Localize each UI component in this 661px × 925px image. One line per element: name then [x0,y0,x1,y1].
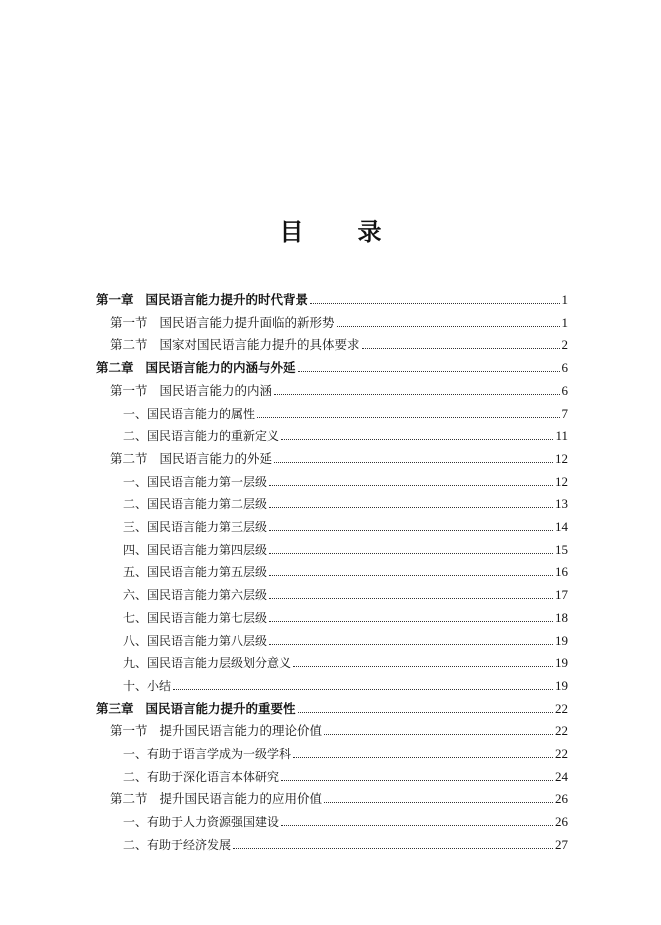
toc-entry-label [96,702,296,716]
toc-entry-text: 国民语言能力的内涵与外延 [145,360,296,376]
toc-entry-chapter[interactable] [96,287,568,307]
toc-entry-section[interactable] [110,786,568,806]
toc-entry-item[interactable] [123,650,568,670]
toc-entry-text: 提升国民语言能力的理论价值 [159,723,323,739]
toc-entry-label [123,429,279,443]
toc-leader-dots [269,553,553,554]
toc-entry-text: 八、国民语言能力第八层级 [123,633,268,648]
toc-entry-item[interactable] [123,832,568,852]
toc-entry-text: 提升国民语言能力的应用价值 [159,791,323,807]
toc-entry-label [110,452,272,466]
toc-entry-section[interactable] [110,378,568,398]
toc-leader-dots [173,689,553,690]
title-char-mu: 目 [279,217,304,246]
toc-entry-label [123,770,279,784]
toc-page-number: 16 [555,564,568,580]
toc-leader-dots [269,644,553,645]
toc-page-number: 22 [555,723,568,739]
toc-page-number: 1 [561,292,568,307]
toc-entry-label [123,565,267,579]
toc-entry-number: 第二章 [96,360,134,376]
toc-entry-number: 第二节 [110,337,148,353]
toc-entry-label [123,815,279,829]
toc-page-number: 22 [555,746,568,761]
toc-entry-label [123,497,267,511]
toc-entry-item[interactable] [123,491,568,511]
toc-leader-dots [233,848,553,849]
toc-entry-label [123,838,231,852]
toc-entry-section[interactable] [110,310,568,330]
toc-entry-number: 第一章 [96,292,134,307]
toc-page-number: 24 [555,768,568,784]
toc-entry-text: 一、国民语言能力第一层级 [123,474,268,489]
toc-page-number: 27 [555,836,568,852]
toc-leader-dots [274,394,559,395]
toc-entry-label [123,679,171,693]
toc-entry-item[interactable] [123,764,568,784]
toc-page-number: 1 [561,314,568,330]
toc-entry-item[interactable] [123,537,568,557]
toc-leader-dots [269,485,553,486]
toc-entry-section[interactable] [110,718,568,738]
toc-entry-item[interactable] [123,423,568,443]
toc-entry-chapter[interactable] [96,696,568,716]
toc-page-number: 2 [561,337,568,353]
toc-entry-section[interactable] [110,446,568,466]
toc-entry-item[interactable] [123,628,568,648]
toc-leader-dots [274,462,553,463]
toc-leader-dots [269,530,553,531]
toc-leader-dots [281,780,553,781]
toc-entry-text: 国民语言能力的外延 [159,450,273,466]
toc-entry-text: 一、有助于人力资源强国建设 [123,815,280,830]
toc-entry-label [110,338,360,352]
toc-leader-dots [362,348,560,349]
toc-leader-dots [293,666,553,667]
toc-entry-number: 第三章 [96,700,134,716]
toc-entry-item[interactable] [123,741,568,761]
toc-entry-label [110,792,322,806]
toc-entry-text: 七、国民语言能力第七层级 [123,610,268,625]
toc-entry-item[interactable] [123,469,568,489]
toc-entry-label [96,361,296,375]
toc-entry-item[interactable] [123,401,568,421]
toc-entry-number: 第一节 [110,382,148,398]
toc-page-number: 6 [561,382,568,398]
toc-entry-text: 国民语言能力提升面临的新形势 [159,314,335,330]
toc-leader-dots [281,439,553,440]
toc-entry-label [123,475,267,489]
toc-leader-dots [310,303,559,304]
toc-entry-chapter[interactable] [96,355,568,375]
toc-entry-label [123,656,291,670]
toc-page-number: 17 [555,587,568,603]
toc-entry-text: 国家对国民语言能力提升的具体要求 [159,337,360,353]
toc-entry-text: 六、国民语言能力第六层级 [123,588,268,603]
toc-leader-dots [269,621,553,622]
toc-entry-label [123,520,267,534]
toc-entry-label [123,634,267,648]
title-char-lu: 录 [357,217,382,246]
toc-page-number: 19 [555,677,568,693]
toc-entry-number: 第一节 [110,314,148,330]
toc-entry-label [123,611,267,625]
toc-leader-dots [269,575,553,576]
toc-entry-item[interactable] [123,673,568,693]
toc-entry-label [123,543,267,557]
toc-entry-item[interactable] [123,605,568,625]
toc-entry-text: 二、国民语言能力的重新定义 [123,429,280,444]
toc-entry-number: 第二节 [110,450,148,466]
toc-entry-label [123,588,267,602]
toc-page-number: 14 [555,519,568,534]
toc-entry-item[interactable] [123,582,568,602]
toc-entry-text: 五、国民语言能力第五层级 [123,565,268,580]
toc-leader-dots [281,825,553,826]
toc-entry-text: 一、国民语言能力的属性 [123,406,256,421]
toc-entry-text: 三、国民语言能力第三层级 [123,520,268,534]
toc-leader-dots [269,598,553,599]
toc-page-number: 26 [555,791,568,807]
toc-entry-text: 二、国民语言能力第二层级 [123,497,268,512]
toc-entry-item[interactable] [123,514,568,534]
toc-entry-text: 国民语言能力提升的重要性 [145,700,296,716]
page-title [0,212,661,247]
toc-page-number: 26 [555,814,568,830]
toc-entry-item[interactable] [123,559,568,579]
toc-entry-text: 四、国民语言能力第四层级 [123,542,268,557]
toc-entry-text: 九、国民语言能力层级划分意义 [123,656,292,671]
toc-entry-text: 国民语言能力的内涵 [159,382,273,398]
toc-entry-number: 第二节 [110,791,148,807]
toc-page-number: 19 [555,655,568,671]
toc-page-number: 12 [555,473,568,489]
toc-entry-text: 一、有助于语言学成为一级学科 [123,747,292,761]
toc-page-number: 13 [555,496,568,512]
toc-entry-text: 十、小结 [123,678,172,693]
toc-entry-label [123,407,255,421]
toc-page-number: 22 [555,700,568,716]
toc-leader-dots [337,326,560,327]
toc-leader-dots [298,371,560,372]
toc-entry-label [96,293,308,307]
toc-entry-text: 二、有助于深化语言本体研究 [123,769,280,784]
toc-page-number: 12 [555,450,568,466]
toc-entry-number: 第一节 [110,723,148,739]
toc-leader-dots [293,757,553,758]
toc-page-number: 6 [561,360,568,376]
toc-entry-label [110,384,272,398]
toc-page-number: 19 [555,632,568,648]
toc-page-number: 11 [555,428,568,444]
toc-leader-dots [269,507,553,508]
toc-leader-dots [324,802,553,803]
toc-entry-label [110,724,322,738]
toc-leader-dots [324,734,553,735]
toc-page-number: 18 [555,609,568,625]
toc-entry-text: 国民语言能力提升的时代背景 [145,292,309,307]
toc-entry-label [110,316,335,330]
toc-entry-text: 二、有助于经济发展 [123,837,232,852]
toc-leader-dots [298,712,553,713]
toc-leader-dots [257,417,559,418]
toc-entry-item[interactable] [123,809,568,829]
toc-entry-label [123,747,291,761]
toc-page-number: 7 [561,405,568,421]
toc-page-number: 15 [555,541,568,557]
toc-entry-section[interactable] [110,332,568,352]
